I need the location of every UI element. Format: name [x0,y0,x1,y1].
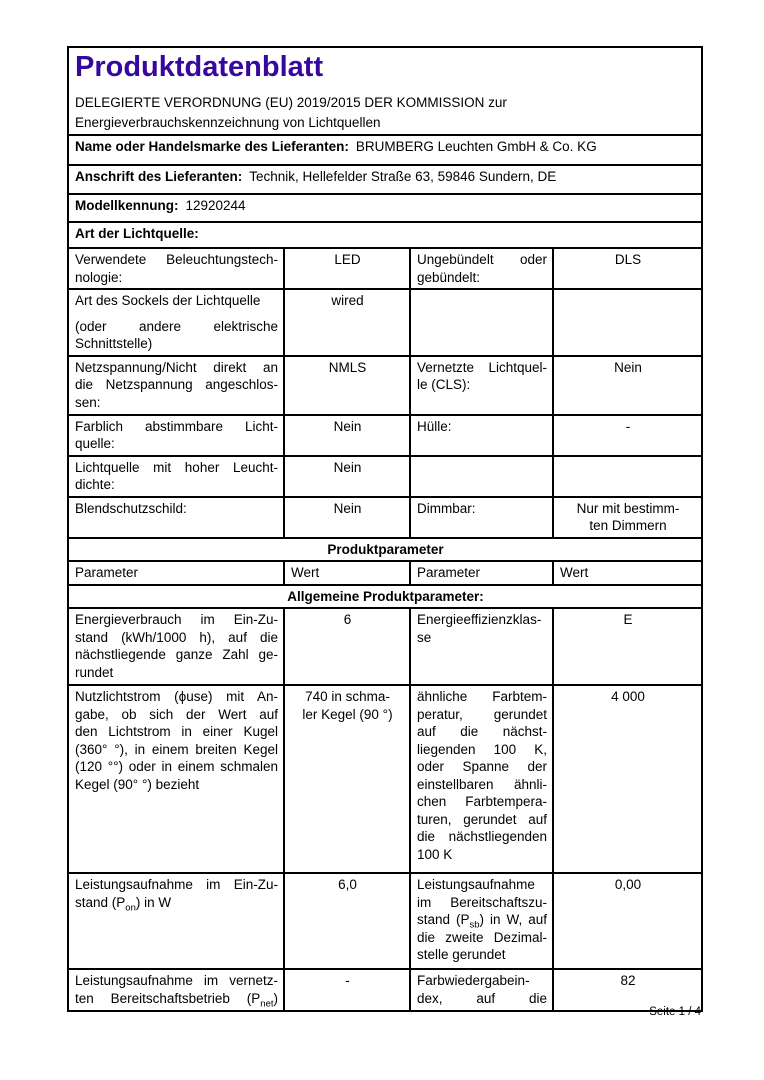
column-header: Wert [284,561,410,585]
section-header-produktparameter: Produktparameter [68,538,702,562]
table-row [68,969,702,1011]
column-header: Parameter [68,561,284,585]
param-label-cell: Ungebündelt oder gebündelt: [410,248,553,289]
page-title: Produktdatenblatt [75,51,324,83]
param-value-cell: Nur mit bestimm- ten Dimmern [553,497,702,538]
table-row [68,248,702,289]
param-label-cell: Energieeffizienzklas- se [410,608,553,685]
param-value-cell: - [284,969,410,1011]
table-row [68,585,702,609]
param-label-cell [410,289,553,356]
param-value-cell: 6 [284,608,410,685]
table-row [68,873,702,969]
model-id-label: Modellkennung: [75,198,179,213]
param-value-cell: 6,0 [284,873,410,969]
param-label-cell: ähnliche Farbtem- peratur, gerundet auf die nächst- liegenden 100 K, oder Spanne der einstellbaren ähnli- chen Farbtempera- turen, gerundet auf die nächstliegenden 100 K [410,685,553,873]
light-source-type-row [68,222,702,248]
param-value-cell: Nein [284,497,410,538]
param-value-cell: 740 in schma- ler Kegel (90 °) [284,685,410,873]
section-header-allgemeine-produktparameter: Allgemeine Produktparameter: [68,585,702,609]
param-label-cell: Farblich abstimmbare Licht- quelle: [68,415,284,456]
param-label-cell: Farbwiedergabein- dex, auf die [410,969,553,1011]
param-label-cell: Netzspannung/Nicht direkt an die Netzspannung angeschlos- sen: [68,356,284,415]
param-label-cell: Lichtquelle mit hoher Leucht- dichte: [68,456,284,497]
param-label-cell: Leistungsaufnahme im Ein-Zu- stand $(P_{on})$ in W [68,873,284,969]
table-row [68,685,702,873]
light-source-type-label: Art der Lichtquelle: [75,226,199,241]
param-value-cell: Nein [284,456,410,497]
page-number: Seite 1 / 4 [649,1006,701,1018]
supplier-address-row [68,165,702,194]
model-id-value: 12920244 [185,198,246,213]
param-label-cell: Blendschutzschild: [68,497,284,538]
param-label-cell: Leistungsaufnahme im Bereitschaftszu- stand $(P_{sb})$ in W, auf die zweite Dezimal- stelle gerundet [410,873,553,969]
param-value-cell: 4 000 [553,685,702,873]
param-label-cell [410,456,553,497]
param-label-cell: Dimmbar: [410,497,553,538]
param-value-cell: LED [284,248,410,289]
param-value-cell: 82 [553,969,702,1011]
supplier-address-value: Technik, Hellefelder Straße 63, 59846 Sundern, DE [249,169,557,184]
column-header: Wert [553,561,702,585]
param-value-cell [553,456,702,497]
regulation-line-1: DELEGIERTE VERORDNUNG (EU) 2019/2015 DER KOMMISSION zur [75,95,507,110]
model-id-row [68,194,702,222]
product-datasheet-table [67,46,703,1012]
param-value-cell: Nein [284,415,410,456]
table-row [68,456,702,497]
param-value-cell: NMLS [284,356,410,415]
table-row [68,497,702,538]
param-label-cell: Vernetzte Lichtquel- le (CLS): [410,356,553,415]
supplier-name-row [68,135,702,165]
param-value-cell: Nein [553,356,702,415]
table-row [68,289,702,356]
param-label-cell: Energieverbrauch im Ein-Zu- stand (kWh/1000 h), auf die nächstliegende ganze Zahl ge- rundet [68,608,284,685]
param-label-cell: Leistungsaufnahme im vernetz- ten Bereitschaftsbetrieb $(P_{net})$ [68,969,284,1011]
supplier-name-value: BRUMBERG Leuchten GmbH & Co. KG [355,139,597,154]
param-label-cell: Nutzlichtstrom (ϕuse) mit An- gabe, ob sich der Wert auf den Lichtstrom in einer Kugel (360° °), in einem breiten Kegel (120 °°) oder in einem schmalen Kegel (90° °) bezieht [68,685,284,873]
supplier-address-label: Anschrift des Lieferanten: [75,169,243,184]
table-header-row [68,561,702,585]
table-row [68,415,702,456]
table-row [68,538,702,562]
param-value-cell: wired [284,289,410,356]
table-row [68,608,702,685]
table-row [68,356,702,415]
param-value-cell: DLS [553,248,702,289]
column-header: Parameter [410,561,553,585]
param-value-cell [553,289,702,356]
param-value-cell: E [553,608,702,685]
param-label-cell: Hülle: [410,415,553,456]
param-value-cell: 0,00 [553,873,702,969]
title-block [68,47,702,135]
supplier-name-label: Name oder Handelsmarke des Lieferanten: [75,139,349,154]
param-label-cell: Art des Sockels der Lichtquelle (oder andere elektrische Schnittstelle) [68,289,284,356]
param-value-cell: - [553,415,702,456]
regulation-line-2: Energieverbrauchskennzeichnung von Lichtquellen [75,114,381,130]
param-label-cell: Verwendete Beleuchtungstech- nologie: [68,248,284,289]
